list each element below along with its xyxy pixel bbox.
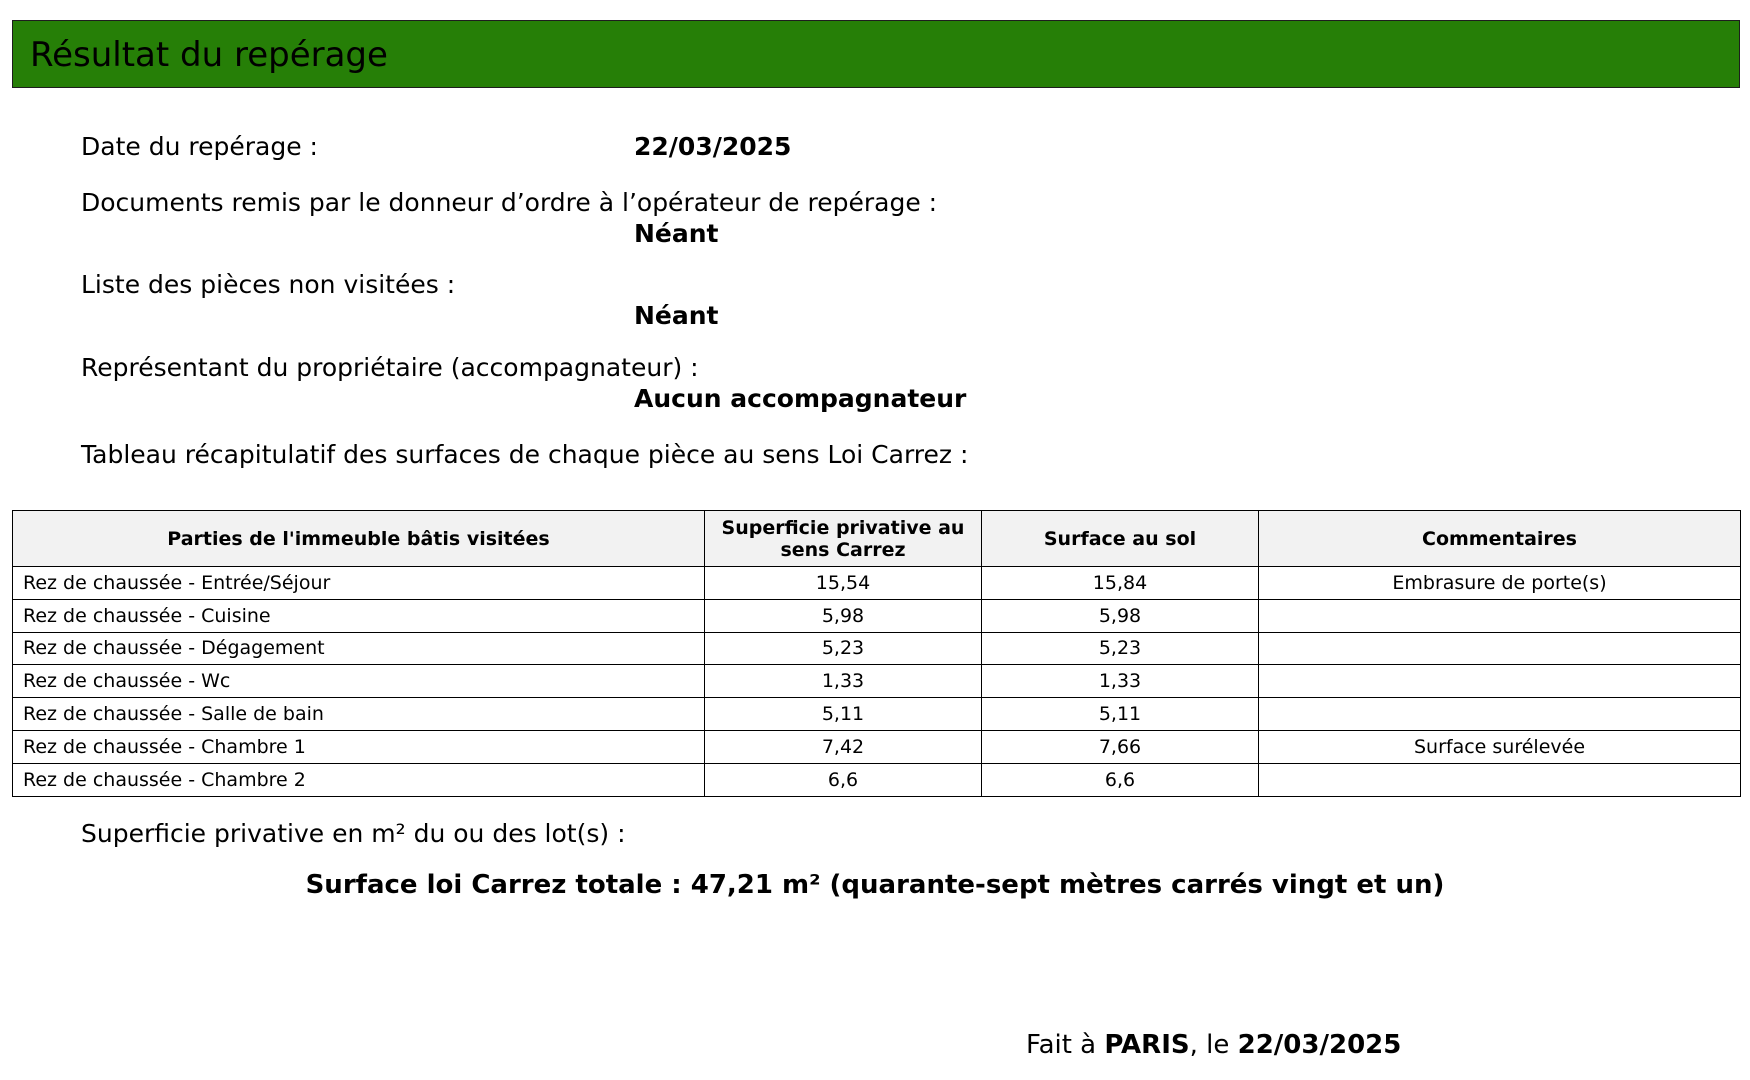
floor-surface: 7,66 xyxy=(982,730,1259,763)
documents-label: Documents remis par le donneur d’ordre à l’opérateur de repérage : xyxy=(81,188,938,217)
signature-prefix: Fait à xyxy=(1026,1030,1105,1060)
signature-date: 22/03/2025 xyxy=(1237,1030,1402,1060)
room-name: Rez de chaussée - Wc xyxy=(13,665,705,698)
column-header-floor-surface: Surface au sol xyxy=(982,511,1259,567)
comment xyxy=(1259,632,1741,665)
floor-surface: 15,84 xyxy=(982,567,1259,600)
table-row xyxy=(13,730,1741,763)
comment xyxy=(1259,698,1741,731)
signature-line xyxy=(1026,1028,1401,1062)
floor-surface: 6,6 xyxy=(982,763,1259,796)
documents-value: Néant xyxy=(634,219,719,248)
room-name: Rez de chaussée - Cuisine xyxy=(13,599,705,632)
table-row xyxy=(13,665,1741,698)
room-name: Rez de chaussée - Dégagement xyxy=(13,632,705,665)
private-surface-label: Superficie privative en m² du ou des lot(s) : xyxy=(81,819,626,848)
column-header-comments: Commentaires xyxy=(1259,511,1741,567)
table-header-row xyxy=(13,511,1741,567)
unvisited-rooms-label: Liste des pièces non visitées : xyxy=(81,270,456,299)
surfaces-table xyxy=(12,510,1741,797)
table-row xyxy=(13,567,1741,600)
date-label: Date du repérage : xyxy=(81,132,318,161)
comment xyxy=(1259,763,1741,796)
carrez-surface: 1,33 xyxy=(705,665,982,698)
room-name: Rez de chaussée - Chambre 2 xyxy=(13,763,705,796)
floor-surface: 5,98 xyxy=(982,599,1259,632)
table-row xyxy=(13,599,1741,632)
comment xyxy=(1259,665,1741,698)
date-value: 22/03/2025 xyxy=(634,132,792,161)
floor-surface: 1,33 xyxy=(982,665,1259,698)
carrez-surface: 5,11 xyxy=(705,698,982,731)
carrez-surface: 5,23 xyxy=(705,632,982,665)
comment xyxy=(1259,599,1741,632)
unvisited-rooms-value: Néant xyxy=(634,301,719,330)
table-row xyxy=(13,632,1741,665)
signature-city: PARIS xyxy=(1104,1030,1190,1060)
comment: Embrasure de porte(s) xyxy=(1259,567,1741,600)
carrez-surface: 6,6 xyxy=(705,763,982,796)
carrez-surface: 5,98 xyxy=(705,599,982,632)
representative-label: Représentant du propriétaire (accompagnateur) : xyxy=(81,353,699,382)
floor-surface: 5,11 xyxy=(982,698,1259,731)
table-row xyxy=(13,698,1741,731)
section-title: Résultat du repérage xyxy=(30,35,388,75)
room-name: Rez de chaussée - Entrée/Séjour xyxy=(13,567,705,600)
room-name: Rez de chaussée - Salle de bain xyxy=(13,698,705,731)
room-name: Rez de chaussée - Chambre 1 xyxy=(13,730,705,763)
table-intro: Tableau récapitulatif des surfaces de chaque pièce au sens Loi Carrez : xyxy=(81,440,969,469)
section-header-bar xyxy=(12,20,1740,88)
column-header-parts: Parties de l'immeuble bâtis visitées xyxy=(13,511,705,567)
carrez-surface: 15,54 xyxy=(705,567,982,600)
table-row xyxy=(13,763,1741,796)
representative-value: Aucun accompagnateur xyxy=(634,384,967,413)
carrez-surface: 7,42 xyxy=(705,730,982,763)
comment: Surface surélevée xyxy=(1259,730,1741,763)
signature-middle: , le xyxy=(1189,1030,1238,1060)
carrez-total: Surface loi Carrez totale : 47,21 m² (quarante-sept mètres carrés vingt et un) xyxy=(305,870,1445,900)
column-header-carrez: Superficie privative au sens Carrez xyxy=(705,511,982,567)
floor-surface: 5,23 xyxy=(982,632,1259,665)
